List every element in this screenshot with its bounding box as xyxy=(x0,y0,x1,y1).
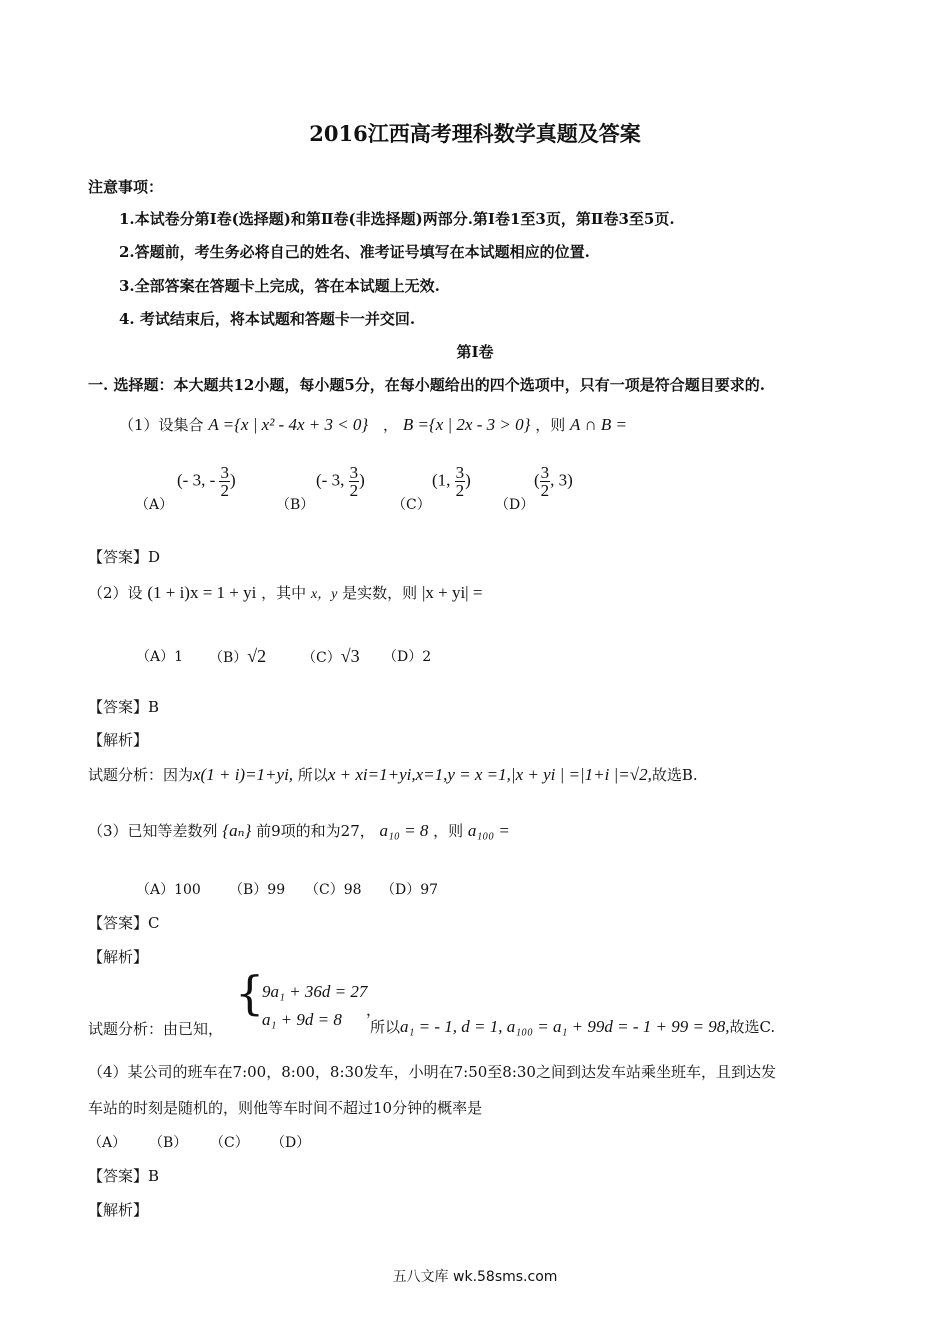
q1-sep: ， xyxy=(383,416,399,434)
q1-option-d-label: （D） xyxy=(495,497,535,513)
q2-vars: x，y xyxy=(310,587,338,602)
q3-mid: 前9项的和为27， xyxy=(256,822,375,840)
system-line-2: a₁ + 9d = 8 xyxy=(262,1010,342,1029)
notice-heading: 注意事项： xyxy=(88,178,164,196)
system-line-1: 9a₁ + 36d = 27 xyxy=(262,982,368,1001)
question-4-line-2: 车站的时刻是随机的，则他等车时间不超过10分钟的概率是 xyxy=(88,1099,483,1117)
q1-option-a-value: (- 3, - $\frac{3}{2}$ ) xyxy=(177,463,236,500)
q3-seq: {aₙ} xyxy=(222,821,252,840)
part-title: 第Ⅰ卷 xyxy=(456,343,494,361)
q1-option-c-value: (1, $\frac{3}{2}$ ) xyxy=(432,463,471,500)
q2-equation: (1 + i)x = 1 + yi xyxy=(147,583,257,602)
q3-option-a: （A）100 xyxy=(136,882,201,898)
question-1 xyxy=(119,414,627,435)
q3-prefix: （3）已知等差数列 xyxy=(88,822,218,840)
q1-expr: A ∩ B = xyxy=(570,415,627,434)
q1-option-b-value: (- 3, $\frac{3}{2}$ ) xyxy=(316,463,365,500)
q2-mid: ，其中 xyxy=(261,584,307,602)
q1-option-a-label: （A） xyxy=(135,497,174,513)
q1-answer: 【答案】D xyxy=(88,548,161,566)
notice-item: 4. 考试结束后，将本试题和答题卡一并交回. xyxy=(119,310,416,328)
question-2 xyxy=(88,582,482,603)
page-title: 2016江西高考理科数学真题及答案 xyxy=(309,121,641,146)
q3-option-d: （D）97 xyxy=(381,882,439,898)
system-comma: ， xyxy=(366,1001,382,1019)
q3-answer: 【答案】C xyxy=(88,914,160,932)
notice-item: 2.答题前，考生务必将自己的姓名、准考证号填写在本试题相应的位置. xyxy=(119,243,590,261)
q1-option-c-label: （C） xyxy=(392,497,431,513)
q4-analysis-label: 【解析】 xyxy=(88,1201,149,1219)
q2-prefix: （2）设 xyxy=(88,584,143,602)
system-brace: { xyxy=(235,966,265,1020)
question-3 xyxy=(88,820,510,841)
q3-expr: a₁₀₀ = xyxy=(467,821,510,840)
q4-option-c: （C） xyxy=(210,1135,249,1151)
q1-set-a: A ={x | x² - 4x + 3 < 0} xyxy=(208,415,369,434)
q4-option-d: （D） xyxy=(271,1135,311,1151)
q1-then: ，则 xyxy=(535,416,566,434)
q4-option-a: （A） xyxy=(88,1135,127,1151)
q2-option-c: （C）√3 xyxy=(302,646,360,666)
q4-answer: 【答案】B xyxy=(88,1167,160,1185)
q3-option-c: （C）98 xyxy=(305,882,362,898)
q2-answer: 【答案】B xyxy=(88,698,160,716)
q1-set-b: B ={x | 2x - 3 > 0} xyxy=(402,415,531,434)
q2-option-a: （A）1 xyxy=(136,649,184,665)
q2-mid2: 是实数，则 xyxy=(342,584,418,602)
q4-option-b: （B） xyxy=(149,1135,188,1151)
q3-given: a₁₀ = 8 xyxy=(379,821,429,840)
notice-item: 3.全部答案在答题卡上完成，答在本试题上无效. xyxy=(119,277,440,295)
q2-expr: |x + yi| = xyxy=(421,583,483,602)
q2-analysis-label: 【解析】 xyxy=(88,731,149,749)
q3-then: ，则 xyxy=(433,822,464,840)
q3-result: 所以a₁ = - 1, d = 1, a₁₀₀ = a₁ + 99d = - 1 + 99 = 98,故选C. xyxy=(370,1017,776,1036)
q3-analysis-label: 【解析】 xyxy=(88,948,149,966)
section-heading: 一. 选择题：本大题共12小题，每小题5分，在每小题给出的四个选项中，只有一项是符合题目要求的. xyxy=(88,376,765,394)
notice-item: 1.本试卷分第Ⅰ卷(选择题)和第Ⅱ卷(非选择题)两部分.第Ⅰ卷1至3页，第Ⅱ卷3至5页. xyxy=(119,210,675,228)
q3-option-b: （B）99 xyxy=(229,882,286,898)
question-4-line-1: （4）某公司的班车在7:00，8:00，8:30发车，小明在7:50至8:30之间到达发车站乘坐班车，且到达发 xyxy=(88,1063,776,1081)
footer-watermark: 五八文库 wk.58sms.com xyxy=(392,1269,558,1285)
q2-analysis: 试题分析：因为x(1 + i)=1+yi, 所以x + xi=1+yi,x=1,y = x =1,|x + yi | =|1+i |=√2,故选B. xyxy=(88,765,698,784)
q3-analysis-intro: 试题分析：由已知， xyxy=(88,1020,224,1038)
q1-prefix: （1）设集合 xyxy=(119,416,204,434)
q2-option-d: （D）2 xyxy=(383,649,432,665)
q1-option-b-label: （B） xyxy=(276,497,315,513)
q2-option-b: （B）√2 xyxy=(209,646,267,666)
q1-option-d-value: ( $\frac{3}{2}$ , 3) xyxy=(534,463,573,500)
